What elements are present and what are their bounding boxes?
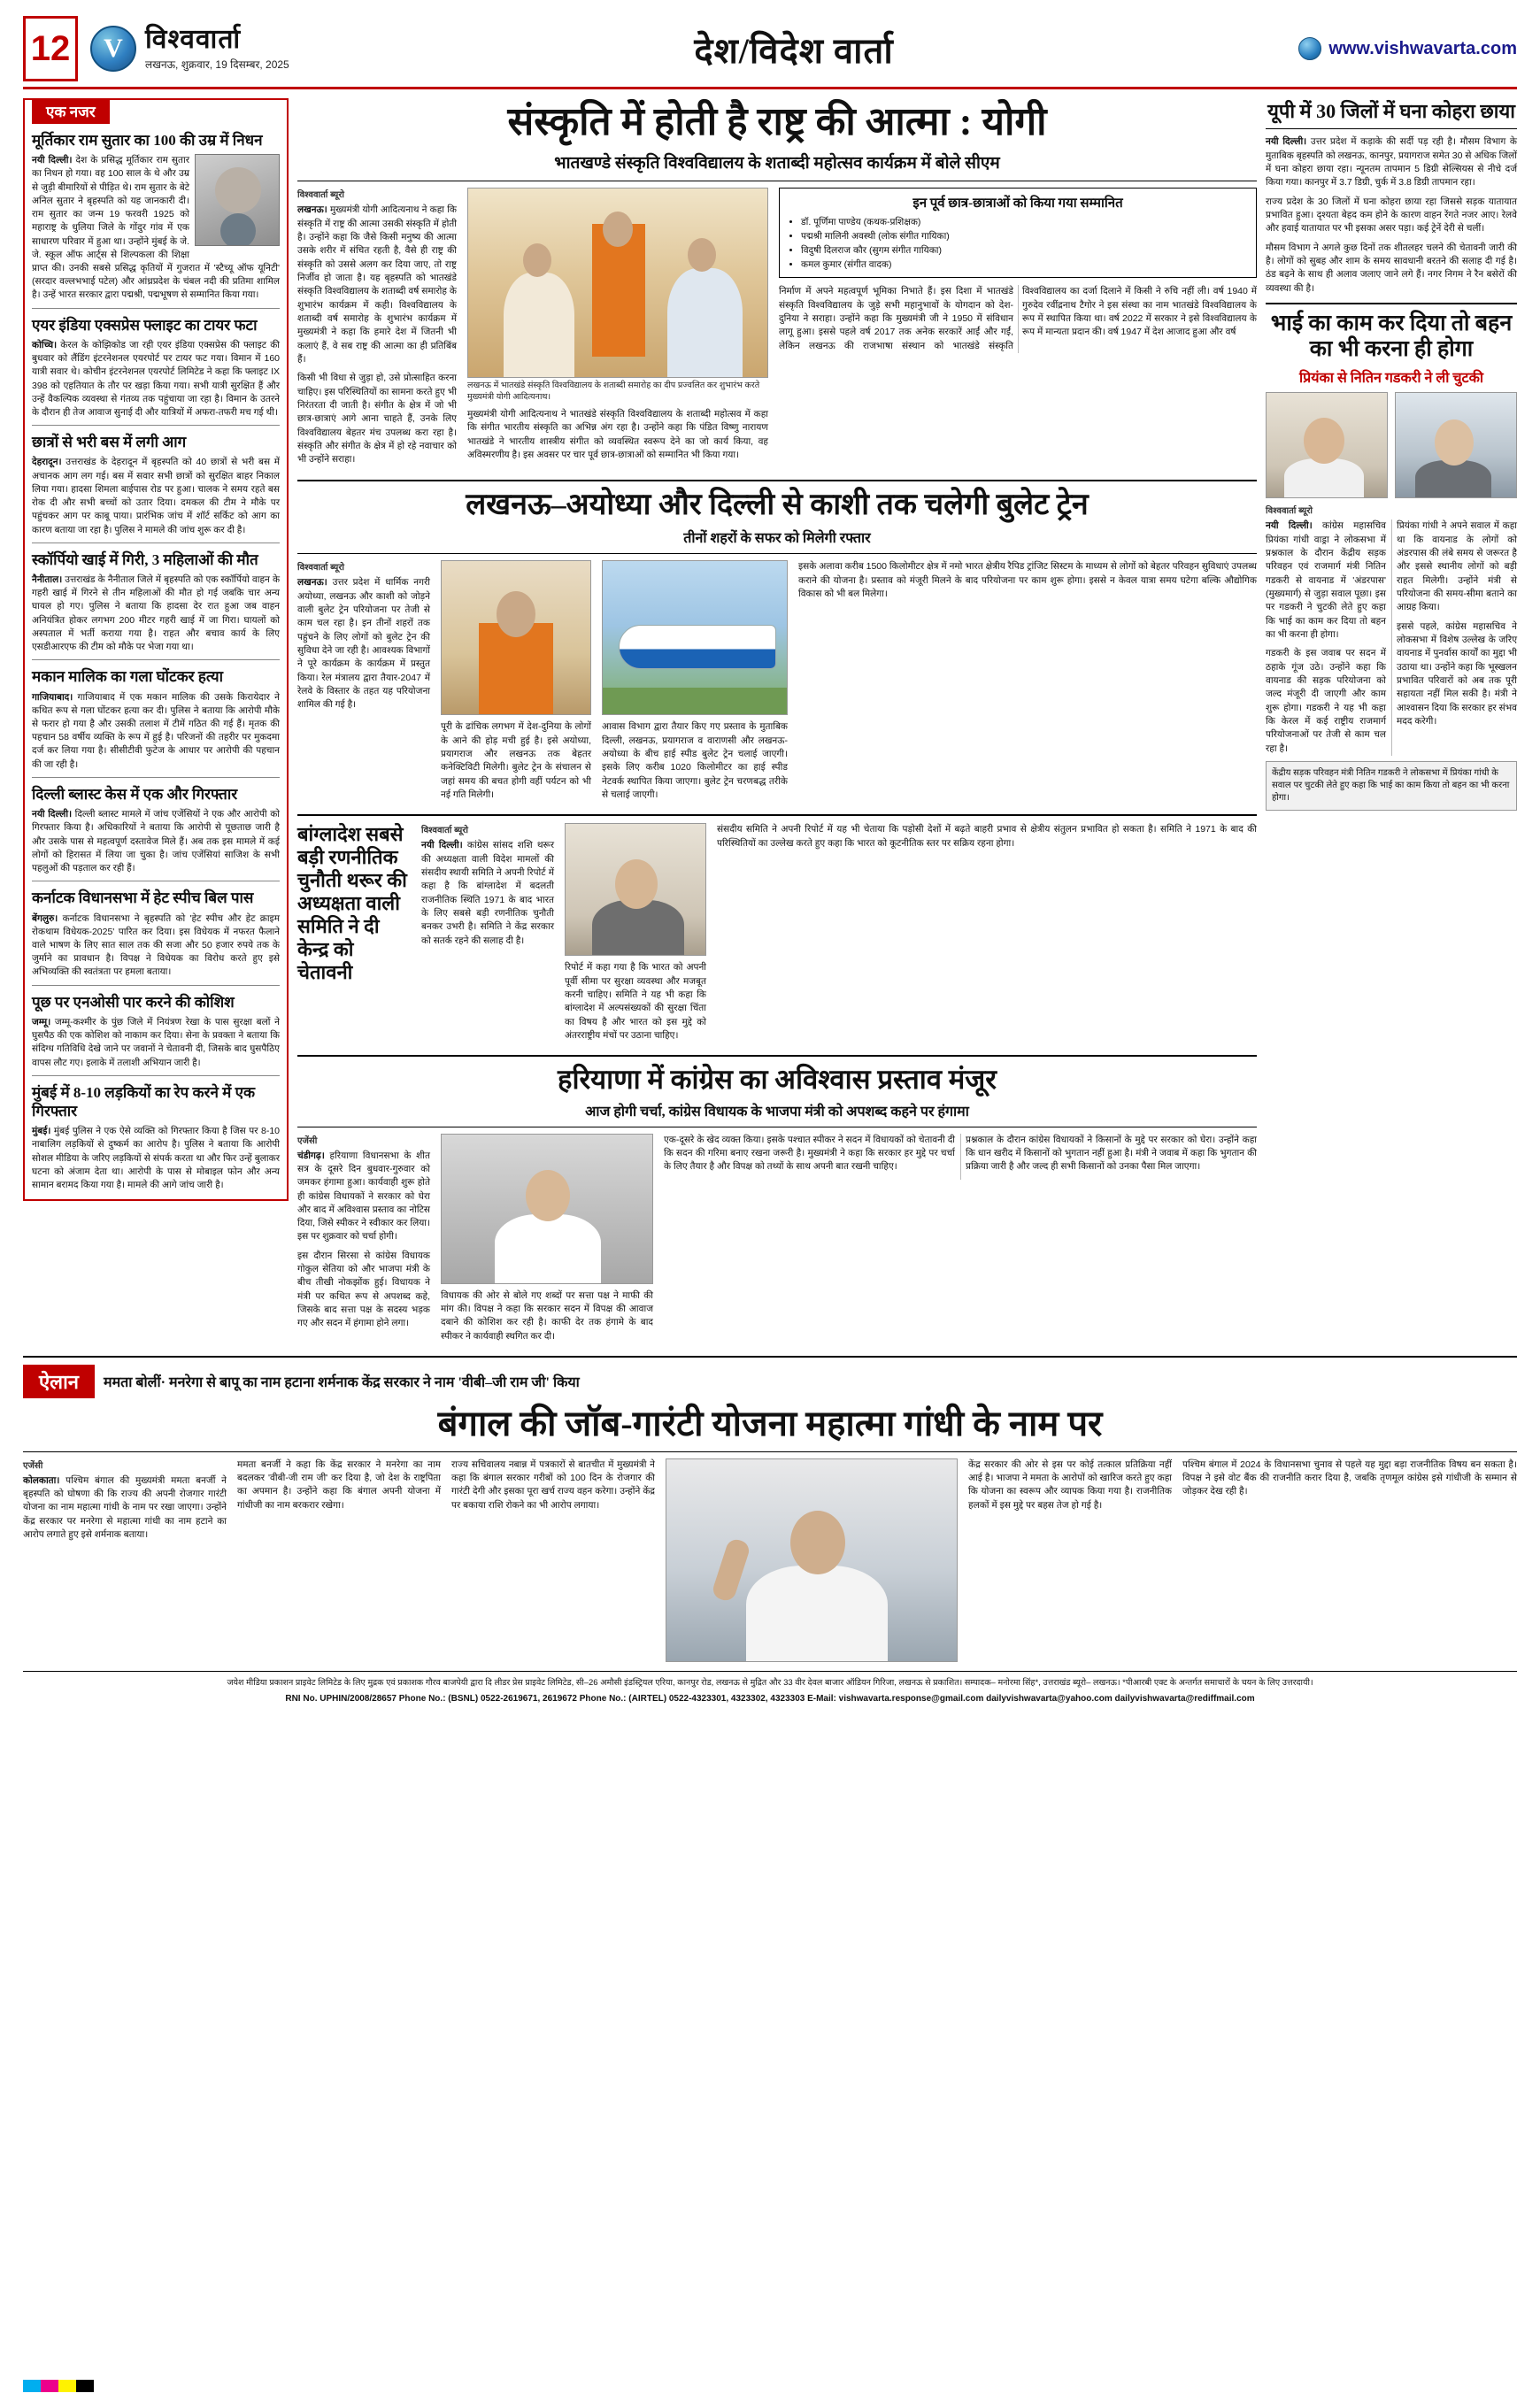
brief-body: दिल्ली ब्लास्ट मामले में जांच एजेंसियों ने एक और आरोपी को गिरफ्तार किया है। अधिकारियों ने बताया कि आरोपी से पूछताछ जारी है और उसके पास से महत्वपूर्ण दस्तावेज मिले हैं। अब तक इस मामले में कई लोगों को हिरासत में लिया जा चुका है। जांच एजेंसियां साजिश के सभी पहलुओं की पड़ताल कर रही हैं।	[32, 809, 280, 874]
haryana-story	[297, 1064, 1257, 1349]
brief-body: उत्तराखंड के नैनीताल जिले में बृहस्पति को एक स्कॉर्पियो वाहन के गहरी खाई में गिरने से तीन महिलाओं की मौत हो गई जबकि चार अन्य घायल हो गए। पुलिस ने बताया कि हादसा देर रात हुआ जब वाहन अनियंत्रित होकर लगभग 200 मीटर गहरी खाई में जा गिरा। घायलों को अस्पताल में भर्ती कराया गया है। राहत और बचाव कार्य के लिए एसडीआरएफ की टीम को मौके पर भेजा गया था।	[32, 574, 281, 653]
gadkari-text-2: गडकरी के इस जवाब पर सदन में ठहाके गूंज उठे। उन्होंने कहा कि वायनाड की सड़क परियोजना को जल्द मंजूरी दी जाएगी और काम शुरू होगा। गडकरी ने यह भी कहा कि केरल में कई राष्ट्रीय राजमार्ग परियोजनाओं पर तेजी से काम चल रहा है।	[1266, 648, 1386, 754]
priyanka-photo	[1395, 392, 1517, 498]
brief-body: मुंबई पुलिस ने एक ऐसे व्यक्ति को गिरफ्तार किया है जिस पर 8-10 नाबालिग लड़कियों से दुष्कर्म का आरोप है। पुलिस ने बताया कि आरोपी सोशल मीडिया के जरिए लड़कियों से संपर्क करता था और फिर उन्हें बुलाकर घटना को अंजाम देता था। आरोपी के पास से मोबाइल फोन और अन्य सामान बरामद किया गया है। मामले की आगे जांच जारी है।	[32, 1126, 280, 1191]
section-title: देश/विदेश वार्ता	[694, 30, 894, 71]
honour-title: इन पूर्व छात्र-छात्राओं को किया गया सम्मानित	[912, 196, 1123, 212]
up-fog-dateline: नयी दिल्ली।	[1266, 136, 1307, 148]
gadkari-subhead: प्रियंका से नितिन गडकरी ने ली चुटकी	[1298, 371, 1484, 387]
photo-face	[1435, 419, 1474, 466]
divider	[32, 308, 280, 309]
haryana-paragraph	[297, 1150, 430, 1244]
photo-face	[1304, 418, 1344, 464]
lead-photo-caption: लखनऊ में भातखंडे संस्कृति विश्वविद्यालय के शताब्दी समारोह का दीप प्रज्वलित कर शुभारंभ करते मुख्यमंत्री योगी आदित्यनाथ।	[467, 381, 760, 402]
website-url-text: www.vishwavarta.com	[1328, 38, 1517, 58]
tharoor-text-1: कांग्रेस सांसद शशि थरूर की अध्यक्षता वाली विदेश मामलों की संसदीय स्थायी समिति ने अपनी रिपोर्ट में कहा है कि बांग्लादेश में बदलती राजनीतिक स्थिति 1971 के बाद भारत के लिए सबसे बड़ी रणनीतिक चुनौती बनकर उभरी है। समिति ने केंद्र सरकार को सतर्क रहने की सलाह दी है।	[421, 840, 555, 946]
elan-text: ममता बोलीं· मनरेगा से बापू का नाम हटाना शर्मनाक केंद्र सरकार ने नाम 'वीबी–जी राम जी' किया	[104, 1374, 580, 1390]
divider	[1266, 128, 1517, 129]
gadkari-headline: भाई का काम कर दिया तो बहन का भी करना ही होगा	[1270, 311, 1513, 361]
photo-figure	[1415, 460, 1491, 498]
gadkari-dateline: नयी दिल्ली।	[1266, 520, 1313, 532]
divider	[297, 553, 1257, 554]
brief-headline: मूर्तिकार राम सुतार का 100 की उम्र में निधन	[32, 132, 263, 149]
haryana-subhead: आज होगी चर्चा, कांग्रेस विधायक के भाजपा मंत्री को अपशब्द कहने पर हंगामा	[585, 1104, 969, 1120]
bullet-train-text-1: उत्तर प्रदेश में धार्मिक नगरी अयोध्या, लखनऊ और काशी को जोड़ने वाली बुलेट ट्रेन परियोजना पर तेजी से काम चल रहा है। इन तीनों शहरों तक पहुंचने के लिए लोगों को बुलेट ट्रेन की सुविधा देने जा रही है। आवश्यक विभागों ने पूरे कार्यक्रम के कार्यक्रम में प्रस्तुत किया। रेल मंत्रालय द्वारा तैयार-2047 में रेलवे के विस्तार के तहत यह परियोजना शामिल की गई है।	[297, 577, 430, 711]
brief-headline: एयर इंडिया एक्सप्रेस फ्लाइट का टायर फटा	[32, 316, 258, 334]
up-fog-text-2: राज्य प्रदेश के 30 जिलों में घना कोहरा छाया रहा जिससे सड़क यातायात प्रभावित हुआ। दृश्यता बेहद कम होने के कारण वाहन रेंगते नजर आए। रेलवे और हवाई यातायात पर भी इसका असर पड़ा। कई ट्रेनें देरी से चलीं।	[1266, 196, 1517, 235]
brief-item	[32, 316, 280, 420]
photo-face	[615, 859, 658, 909]
lead-story	[297, 100, 1257, 473]
haryana-dateline: चंडीगढ़।	[297, 1150, 325, 1161]
divider	[32, 985, 280, 986]
cyan-swatch	[23, 2380, 41, 2392]
photo-figure-left	[504, 273, 574, 378]
honour-item: • विदुषी दिलराज कौर (सुगम संगीत गायिका)	[801, 244, 1249, 258]
bullet-train-photo-cm	[441, 560, 591, 715]
tharoor-text-3: संसदीय समिति ने अपनी रिपोर्ट में यह भी चेताया कि पड़ोसी देशों में बढ़ते बाहरी प्रभाव से क्षेत्रीय संतुलन प्रभावित हो सकता है। समिति ने 1971 के बाद की परिस्थितियों का उल्लेख करते हुए कहा कि भारत को कूटनीतिक स्तर पर सक्रिय रहना होगा।	[717, 824, 1257, 849]
lead-headline: संस्कृति में होती है राष्ट्र की आत्मा : योगी	[507, 100, 1047, 143]
brief-headline: छात्रों से भरी बस में लगी आग	[32, 434, 187, 451]
gadkari-photo	[1266, 392, 1388, 498]
tharoor-text-2: रिपोर्ट में कहा गया है कि भारत को अपनी पूर्वी सीमा पर सुरक्षा व्यवस्था और मजबूत करनी चाहिए। समिति ने यह भी कहा कि बांग्लादेश में अल्पसंख्यकों की सुरक्षा चिंता का विषय है और भारत को इस मुद्दे को अंतरराष्ट्रीय मंचों पर उठाना चाहिए।	[565, 962, 706, 1041]
ground	[603, 688, 787, 714]
brief-body: जम्मू-कश्मीर के पुंछ जिले में नियंत्रण रेखा के पास सुरक्षा बलों ने घुसपैठ की एक कोशिश को नाकाम कर दिया। सेना के प्रवक्ता ने बताया कि संदिग्ध गतिविधि देखे जाने पर जवानों ने चेतावनी दी, जिसके बाद घुसपैठिए वापस लौट गए। इलाके में तलाशी अभियान जारी है।	[32, 1016, 280, 1068]
brand-edition-date: लखनऊ, शुक्रवार, 19 दिसम्बर, 2025	[145, 58, 289, 71]
brief-item	[32, 433, 280, 537]
lead-photo	[467, 188, 768, 378]
photo-figure	[746, 1566, 888, 1662]
haryana-byline: एजेंसी	[297, 1135, 318, 1146]
brief-dateline: जम्मू।	[32, 1016, 51, 1027]
brief-headline: पूछ पर एनओसी पार करने की कोशिश	[32, 993, 235, 1011]
bullet-train-dateline: लखनऊ।	[297, 577, 327, 589]
brief-dateline: मुंबई।	[32, 1126, 51, 1137]
brief-photo	[195, 154, 280, 246]
up-fog-story	[1266, 100, 1517, 296]
mamata-story	[23, 1458, 1517, 1662]
tharoor-story	[297, 823, 1257, 1048]
gadkari-byline: विश्ववार्ता ब्यूरो	[1266, 506, 1313, 517]
magenta-swatch	[41, 2380, 58, 2392]
photo-face	[790, 1511, 845, 1574]
brief-headline: कर्नाटक विधानसभा में हेट स्पीच बिल पास	[32, 889, 254, 907]
brief-item	[32, 993, 280, 1070]
lead-text-2: मुख्यमंत्री योगी आदित्यनाथ ने भातखंडे संस्कृति विश्वविद्यालय के शताब्दी महोत्सव में कहा कि संगीत भारतीय संस्कृति का अभिन्न अंग रहा है। उन्होंने कहा कि पंडित विष्णु नारायण भातखंडे ने भारतीय शास्त्रीय संगीत को व्यवस्थित स्वरूप देने का जो कार्य किया, वह अविस्मरणीय है। इस अवसर पर चार पूर्व छात्र-छात्राओं को सम्मानित भी किया गया।	[467, 408, 768, 460]
haryana-text-2: इस दौरान सिरसा से कांग्रेस विधायक गोकुल सेतिया को और भाजपा मंत्री के बीच तीखी नोकझोंक हुई। विधायक ने मंत्री पर कथित रूप से अपशब्द कहे, जिसके बाद सत्ता पक्ष के सदस्य भड़क गए और सदन में हंगामा होने लगा।	[297, 1250, 430, 1329]
photo-face	[688, 238, 716, 272]
mamata-byline: एजेंसी	[23, 1460, 43, 1471]
honour-item: • कमल कुमार (संगीत वादक)	[801, 258, 1249, 273]
footer	[23, 1671, 1517, 1704]
left-column	[23, 98, 289, 1349]
tharoor-paragraph	[421, 839, 554, 948]
brief-text	[32, 456, 280, 536]
bullet-train-byline: विश्ववार्ता ब्यूरो	[297, 563, 345, 573]
globe-icon	[1298, 37, 1321, 60]
brief-dateline: देहरादून।	[32, 457, 62, 468]
brief-item	[32, 1083, 280, 1193]
ek-nazar-box	[23, 98, 289, 1201]
divider	[32, 425, 280, 426]
up-fog-text-3: मौसम विभाग ने अगले कुछ दिनों तक शीतलहर चलने की चेतावनी जारी की है। लोगों को सुबह और शाम के समय सावधानी बरतने की सलाह दी गई है। ठंड बढ़ने के साथ ही अलाव जलाए जाने लगे हैं। नगर निगम ने रैन बसेरों की व्यवस्था की है।	[1266, 242, 1517, 294]
lead-text-4: निर्माण में अपने महत्वपूर्ण भूमिका निभाते हैं। इस दिशा में भातखंडे संस्कृति विश्वविद्यालय के जुड़े सभी महानुभावों के योगदान को देश-दुनिया ने सराहा। उन्होंने कहा कि मुख्यमंत्री जी ने 1950 में संविधान लागू हुआ। इससे पहले वर्ष 2017 तक अनेक सरकारें आईं और गईं, लेकिन लखनऊ की राजभाषा संस्थान को भातखंडे संस्कृति विश्वविद्यालय का दर्जा दिलाने में किसी ने रुचि नहीं ली। वर्ष 1940 में गुरुदेव रवींद्रनाथ टैगोर ने इस संस्था का नाम भातखंडे विश्वविद्यालय के रूप में स्थापित किया था। वर्ष 2022 में सरकार ने इसे विश्वविद्यालय के रूप में मान्यता प्रदान की। वर्ष 1947 में देश आजाद हुआ और वर्ष	[779, 286, 1257, 351]
gadkari-caption: केंद्रीय सड़क परिवहन मंत्री नितिन गडकरी ने लोकसभा में प्रियंका गांधी के सवाल पर चुटकी लेते हुए कहा कि भाई का काम किया तो बहन का भी करना होगा।	[1272, 767, 1510, 803]
brief-body: गाजियाबाद में एक मकान मालिक की उसके किरायेदार ने कथित रूप से गला घोंटकर हत्या कर दी। पुलिस ने बताया कि आरोपी मौके से फरार हो गया है और उसकी तलाश में टीमें गठित की गई हैं। मृतक की पहचान 58 वर्षीय व्यक्ति के रूप में हुई है। परिजनों की तहरीर पर मुकदमा दर्ज कर लिया गया है। सीसीटीवी फुटेज के आधार पर आरोपी की पहचान की जा रही है।	[32, 691, 280, 770]
bullet-train-story	[297, 489, 1257, 808]
footer-contact: RNI No. UPHIN/2008/28657 Phone No.: (BSNL) 0522-2619671, 2619672 Phone No.: (AIRTEL) 0522-4323301, 4323302, 4323303 E-Mail: vishwavarta.response@gmail.com dailyvishwavarta@yahoo.com dailyvishwavarta@rediffmail.com	[285, 1694, 1255, 1705]
gadkari-paragraph	[1266, 519, 1386, 642]
bullet-train-text-2: पूरी के ढांचिक लगभग में देश-दुनिया के लोगों के आने की होड़ मची हुई है। इसे अयोध्या, प्रयागराज और लखनऊ तक बेहतर कनेक्टिविटी मिलेगी। बुलेट ट्रेन के संचालन से जहां समय की बचत होगी वहीं पर्यटन को भी नई गति मिलेगी।	[441, 721, 591, 800]
brief-text	[32, 912, 280, 980]
photo-arm	[711, 1537, 751, 1604]
announcement-strip	[23, 1365, 1517, 1398]
cmyk-registration-marks	[23, 2380, 94, 2392]
gadkari-story	[1266, 312, 1517, 811]
photo-face	[526, 1170, 570, 1221]
mamata-text-5: पश्चिम बंगाल में 2024 के विधानसभा चुनाव से पहले यह मुद्दा बड़ा राजनीतिक विषय बन सकता है। विपक्ष ने इसे वोट बैंक की राजनीति करार दिया है, जबकि तृणमूल कांग्रेस इसे गांधीजी के सम्मान से जोड़कर देख रही है।	[1182, 1458, 1517, 1497]
brief-item	[32, 889, 280, 979]
lead-paragraph	[297, 204, 457, 366]
brief-headline: स्कॉर्पियो खाई में गिरी, 3 महिलाओं की मौत	[32, 550, 258, 568]
lead-subhead: भातखण्डे संस्कृति विश्वविद्यालय के शताब्दी महोत्सव कार्यक्रम में बोले सीएम	[554, 154, 1000, 173]
honour-item: • पद्मश्री मालिनी अवस्थी (लोक संगीत गायिका)	[801, 230, 1249, 244]
honour-list	[787, 216, 1249, 272]
black-swatch	[76, 2380, 94, 2392]
mamata-photo	[666, 1458, 958, 1662]
ek-nazar-tag: एक नजर	[32, 98, 110, 124]
divider	[1266, 303, 1517, 304]
masthead	[23, 16, 1517, 89]
haryana-text-4: एक-दूसरे के खेद व्यक्त किया। इसके पश्चात स्पीकर ने सदन में विधायकों को चेतावनी दी कि सदन की गरिमा बनाए रखना जरूरी है। मुख्यमंत्री ने कहा कि सरकार हर मुद्दे पर चर्चा के लिए तैयार है और विपक्ष को तथ्यों के साथ अपनी बात रखनी चाहिए।	[664, 1134, 955, 1173]
tharoor-photo	[565, 823, 706, 956]
brief-dateline: नयी दिल्ली।	[32, 809, 73, 820]
lead-text-3: किसी भी विधा से जुड़ा हो, उसे प्रोत्साहित करना चाहिए। इस परिस्थितियों का सामना करते हुए भी निरंतरता दी जाती है। संगीत के क्षेत्र में जो भी छात्र-छात्राएं आगे आना चाहते हैं, उनके लिए विश्वविद्यालय बेहतर मंच उपलब्ध करा रहा है। संस्कृति और संगीत के क्षेत्र में हो रहे नवाचार को भी उन्होंने सराहा।	[297, 373, 457, 466]
divider	[297, 1055, 1257, 1057]
brief-body: कर्नाटक विधानसभा ने बृहस्पति को 'हेट स्पीच और हेट क्राइम रोकथाम विधेयक-2025' पारित कर दिया। इस विधेयक में नफरत फैलाने वाले भाषण के लिए सात साल तक की सजा और 50 हजार रुपये तक के जुर्माने का प्रावधान है। विपक्ष ने विधेयक का विरोध करते हुए इसे अभिव्यक्ति की स्वतंत्रता पर हमला बताया।	[32, 912, 280, 978]
brief-body: उत्तराखंड के देहरादून में बृहस्पति को 40 छात्रों से भरी बस में अचानक आग लग गई। बस में सवार सभी छात्रों को सुरक्षित बाहर निकाल लिया गया। हादसा शिमला बाईपास रोड पर हुआ। चालक ने समय रहते बस रोक दी और सभी बच्चों को उतार दिया। दमकल की टीम ने मौके पर पहुंचकर आग पर काबू पाया। प्रारंभिक जांच में शॉर्ट सर्किट को आग का कारण बताया जा रहा है। पुलिस ने मामले की जांच शुरू कर दी है।	[32, 457, 280, 535]
bullet-train-paragraph	[297, 576, 430, 712]
brief-headline: मकान मालिक का गला घोंटकर हत्या	[32, 668, 224, 686]
haryana-text-3: विधायक की ओर से बोले गए शब्दों पर सत्ता पक्ष ने माफी की मांग की। विपक्ष ने कहा कि सरकार सदन में विपक्ष की आवाज दबाने की कोशिश कर रही है। काफी देर तक हंगामे के बाद स्पीकर ने कार्यवाही स्थगित कर दी।	[441, 1289, 653, 1342]
brief-headline: मुंबई में 8-10 लड़कियों का रेप करने में एक गिरफ्तार	[32, 1083, 256, 1120]
honour-box	[779, 188, 1257, 278]
brand-name: विश्ववार्ता	[145, 24, 242, 54]
gadkari-text-4: इससे पहले, कांग्रेस महासचिव ने लोकसभा में विशेष उल्लेख के जरिए वायनाड में पुनर्वास कार्यों का मुद्दा भी उठाया था। उन्होंने कहा कि भूस्खलन प्रभावित परिवारों को अब तक पूरी सहायता नहीं मिल सकी है। मंत्री ने आश्वासन दिया कि सरकार हर संभव मदद करेगी।	[1397, 620, 1517, 727]
divider	[23, 1356, 1517, 1358]
brief-dateline: नैनीताल।	[32, 574, 63, 586]
mamata-text-2: ममता बनर्जी ने कहा कि केंद्र सरकार ने मनरेगा का नाम बदलकर 'वीबी-जी राम जी' कर दिया है, जो देश के राष्ट्रपिता का अपमान है। उन्होंने कहा कि बंगाल अपनी योजना में गांधीजी का नाम बरकरार रखेगा।	[237, 1458, 441, 1511]
main-column	[297, 98, 1257, 1349]
bullet-train-subhead: तीनों शहरों के सफर को मिलेगी रफ्तार	[683, 531, 871, 547]
divider	[23, 1451, 1517, 1452]
brief-body: देश के प्रसिद्ध मूर्तिकार राम सुतार का निधन हो गया। वह 100 साल के थे और उम्र से जुड़ी बीमारियों से पीड़ित थे। राम सुतार के बेटे अनिल सुतार ने बृहस्पति को यह जानकारी दी। राम सुतार का जन्म 19 फरवरी 1925 को महाराष्ट्र के धुलिया जिले के गोंदुर गांव में एक साधारण परिवार में हुआ था। उन्होंने मुंबई के जे. जे. स्कूल ऑफ आर्ट्स से शिल्पकला की शिक्षा प्राप्त की। उनकी सबसे प्रसिद्ध कृतियों में गुजरात में 'स्टैच्यू ऑफ यूनिटी' (सरदार वल्लभभाई पटेल) और आंध्रप्रदेश के चंबल नदी की प्रतिमा शामिल है। उन्हें भारत सरकार द्वारा पद्मश्री, पद्मभूषण से सम्मानित किया गया।	[32, 155, 280, 301]
gadkari-text-3: प्रियंका गांधी ने अपने सवाल में कहा था कि वायनाड के लोगों को अंडरपास की लंबे समय से जरूरत है और इससे स्थानीय लोगों को बड़ी राहत मिलेगी। उन्होंने मंत्री से परियोजना की समय-सीमा बताने का आग्रह किया।	[1397, 520, 1517, 613]
tharoor-byline: विश्ववार्ता ब्यूरो	[421, 826, 469, 836]
divider	[297, 480, 1257, 481]
gadkari-text-1: कांग्रेस महासचिव प्रियंका गांधी वाड्रा ने लोकसभा में प्रश्नकाल के दौरान केंद्रीय सड़क परिवहन एवं राजमार्ग मंत्री नितिन गडकरी से वायनाड में 'अंडरपास' (मुख्यमार्ग) से जुड़ा सवाल पूछा। इस पर गडकरी ने चुटकी लेते हुए कहा कि भाई का काम कर दिया तो बहन का भी करना ही होगा।	[1266, 520, 1387, 641]
honour-item: • डॉ. पूर्णिमा पाण्डेय (कथक-प्रशिक्षक)	[801, 216, 1249, 230]
mamata-text-4: केंद्र सरकार की ओर से इस पर कोई तत्काल प्रतिक्रिया नहीं आई है। भाजपा ने ममता के आरोपों को खारिज करते हुए कहा कि योजना का स्वरूप और व्यापक किया गया है। राजनीतिक हलकों में इस मुद्दे पर बहस तेज हो गई है।	[968, 1458, 1172, 1511]
brief-item	[32, 667, 280, 772]
brief-text	[32, 691, 280, 772]
right-column	[1266, 98, 1517, 1349]
divider	[32, 659, 280, 660]
brief-headline: दिल्ली ब्लास्ट केस में एक और गिरफ्तार	[32, 785, 238, 803]
haryana-photo	[441, 1134, 653, 1284]
photo-face	[497, 591, 535, 637]
publication-logo	[90, 26, 289, 72]
bullet-train-photo-train	[602, 560, 788, 715]
elan-tag: ऐलान	[23, 1365, 95, 1398]
haryana-text-5: प्रश्नकाल के दौरान कांग्रेस विधायकों ने किसानों के मुद्दे पर सरकार को घेरा। उन्होंने कहा कि धान खरीद में किसानों को भुगतान नहीं हुआ है। मंत्री ने जवाब में कहा कि भुगतान की प्रक्रिया जारी है और जल्द ही सभी किसानों को उनका पैसा मिल जाएगा।	[966, 1134, 1257, 1173]
haryana-text-1: हरियाणा विधानसभा के शीत सत्र के दूसरे दिन बुधवार-गुरुवार को जमकर हंगामा हुआ। कार्यवाही शुरू होते ही कांग्रेस विधायकों ने सरकार को घेरा और बाद में अविश्वास प्रस्ताव का नोटिस दिया, जिसे स्पीकर ने स्वीकार कर लिया। इस पर शुक्रवार को चर्चा होगी।	[297, 1150, 430, 1243]
brief-dateline: गाजियाबाद।	[32, 691, 73, 703]
website-link[interactable]	[1298, 37, 1517, 60]
brief-text	[32, 808, 280, 875]
brief-item	[32, 785, 280, 875]
footer-imprint: जयेश मीडिया प्रकाशन प्राइवेट लिमिटेड के लिए मुद्रक एवं प्रकाशक गौरव बाजपेयी द्वारा दि लीडर प्रेस प्राइवेट लिमिटेड, सी–26 अमौसी इंडस्ट्रियल एरिया, कानपुर रोड, लखनऊ से मुद्रित और 33 वीर देवल बाजार ऑडियन गिरिजा, लखनऊ से प्रकाशित। सम्पादक– मनोरमा सिंह*, उत्तराखंड ब्यूरो– लखनऊ। *पीआरबी एक्ट के अन्तर्गत समाचारों के चयन के लिए उत्तरदायी।	[227, 1677, 1313, 1688]
brief-item	[32, 550, 280, 655]
brief-item	[32, 131, 280, 303]
mamata-text-3: राज्य सचिवालय नबान्न में पत्रकारों से बातचीत में मुख्यमंत्री ने कहा कि बंगाल सरकार गरीबों को 100 दिन के रोजगार की गारंटी देगी और इसका पूरा खर्च राज्य वहन करेगा। उन्होंने केंद्र पर बकाया राशि रोकने का भी आरोप लगाया।	[451, 1458, 655, 1511]
brief-dateline: नयी दिल्ली।	[32, 155, 73, 166]
brief-text	[32, 1125, 280, 1192]
photo-face	[523, 243, 551, 277]
divider	[297, 814, 1257, 816]
divider	[32, 1075, 280, 1076]
tharoor-dateline: नयी दिल्ली।	[421, 840, 463, 851]
brief-text	[32, 573, 280, 654]
bullet-train-text-3: आवास विभाग द्वारा तैयार किए गए प्रस्ताव के मुताबिक दिल्ली, लखनऊ, प्रयागराज व वाराणसी और लखनऊ-अयोध्या के बीच हाई स्पीड बुलेट ट्रेन चलाई जाएगी। इसके लिए करीब 1020 किलोमीटर का हाई स्पीड नेटवर्क स्थापित किया जाएगा। बुलेट ट्रेन चरणबद्ध तरीके से चलाई जाएगी।	[602, 721, 788, 800]
lead-dateline: लखनऊ।	[297, 204, 327, 216]
photo-face	[603, 212, 633, 247]
mamata-headline: बंगाल की जॉब-गारंटी योजना महात्मा गांधी के नाम पर	[437, 1403, 1103, 1443]
haryana-headline: हरियाणा में कांग्रेस का अविश्वास प्रस्ताव मंजूर	[558, 1064, 997, 1096]
up-fog-text-1: उत्तर प्रदेश में कड़ाके की सर्दी पड़ रही है। मौसम विभाग के मुताबिक बृहस्पति को लखनऊ, कानपुर, प्रयागराज समेत 30 से अधिक जिलों में घना कोहरा छाया रहा। न्यूनतम तापमान 5 डिग्री सेल्सियस से नीचे दर्ज किया गया। कानपुर में 3.7 डिग्री, चुर्क में 3.8 डिग्री तापमान रहा।	[1266, 136, 1517, 189]
brief-dateline: कोच्चि।	[32, 339, 58, 350]
mamata-paragraph	[23, 1474, 227, 1543]
bullet-train-headline: लखनऊ–अयोध्या और दिल्ली से काशी तक चलेगी बुलेट ट्रेन	[466, 488, 1089, 521]
gadkari-caption-box	[1266, 761, 1517, 811]
brief-text	[32, 339, 280, 419]
bullet-train-text-4: इसके अलावा करीब 1500 किलोमीटर क्षेत्र में नमो भारत क्षेत्रीय रैपिड ट्रांजिट सिस्टम के माध्यम से लोगों को बेहतर परिवहन सुविधाएं उपलब्ध कराने की योजना है। प्रस्ताव को मंजूरी मिलने के बाद परियोजना पर काम शुरू होगा। इससे न केवल यात्रा समय घटेगा बल्कि औद्योगिक विकास को भी बल मिलेगा।	[798, 561, 1257, 599]
lead-text-1: मुख्यमंत्री योगी आदित्यनाथ ने कहा कि संस्कृति में राष्ट्र की आत्मा उसकी संस्कृति में होती है। उन्होंने कहा कि जैसे किसी मनुष्य की आत्मा उसके शरीर में संचित रहती है, वैसे ही राष्ट्र की संस्कृति को उससे अलग कर दिया जाए, तो राष्ट्र निर्जीव हो जाता है। यह बृहस्पति को भातखंडे संस्कृति विश्वविद्यालय के शताब्दी वर्ष समारोह के शुभारंभ कार्यक्रम में कही। विश्वविद्यालय के शताब्दी वर्ष समारोह के शुभारंभ कार्यक्रम में मुख्यमंत्री ने कहा कि हमारे देश में जितनी भी कलाएं हैं, वे सब राष्ट्र की आत्मा का ही प्रतिबिंब हैं।	[297, 204, 457, 365]
brief-dateline: बेंगलुरु।	[32, 912, 58, 924]
photo-figure	[495, 1214, 601, 1284]
photo-figure-right	[667, 268, 743, 378]
divider	[32, 777, 280, 778]
up-fog-paragraph	[1266, 135, 1517, 189]
yellow-swatch	[58, 2380, 76, 2392]
logo-icon	[90, 26, 136, 72]
photo-figure	[1284, 458, 1364, 498]
mamata-text-1: पश्चिम बंगाल की मुख्यमंत्री ममता बनर्जी ने बृहस्पति को घोषणा की कि राज्य की अपनी रोजगार गारंटी योजना का नाम महात्मा गांधी के नाम पर रखा जाएगा। उन्होंने केंद्र सरकार पर मनरेगा से महात्मा गांधी का नाम हटाने का आरोप लगाते हुए इसे शर्मनाक बताया।	[23, 1474, 227, 1541]
page-number: 12	[23, 16, 78, 81]
brief-text	[32, 1016, 280, 1070]
lead-byline: विश्ववार्ता ब्यूरो	[297, 190, 345, 201]
brief-body: केरल के कोझिकोड जा रही एयर इंडिया एक्सप्रेस की फ्लाइट की बुधवार को लैंडिंग इंटरनेशनल एयरपोर्ट पर टायर फट गया। विमान में 160 यात्री सवार थे। कोचीन इंटरनेशनल एयरपोर्ट लिमिटेड ने कहा कि फ्लाइट IX 398 को एहतियात के तौर पर खड़ा किया गया। सभी यात्री सुरक्षित हैं और उन्हें वैकल्पिक व्यवस्था से गंतव्य तक पहुंचाया जा रहा है। विमान के उतरने के दौरान ही तेज आवाज सुनाई दी और यात्रियों में अफरा-तफरी मच गई थी।	[32, 339, 280, 418]
mamata-dateline: कोलकाता।	[23, 1474, 60, 1486]
train-shape	[619, 625, 776, 669]
up-fog-headline: यूपी में 30 जिलों में घना कोहरा छाया	[1267, 100, 1515, 122]
tharoor-headline: बांग्लादेश सबसे बड़ी रणनीतिक चुनौती थरूर की अध्यक्षता वाली समिति ने दी केन्द्र को चेतावनी	[297, 823, 407, 983]
